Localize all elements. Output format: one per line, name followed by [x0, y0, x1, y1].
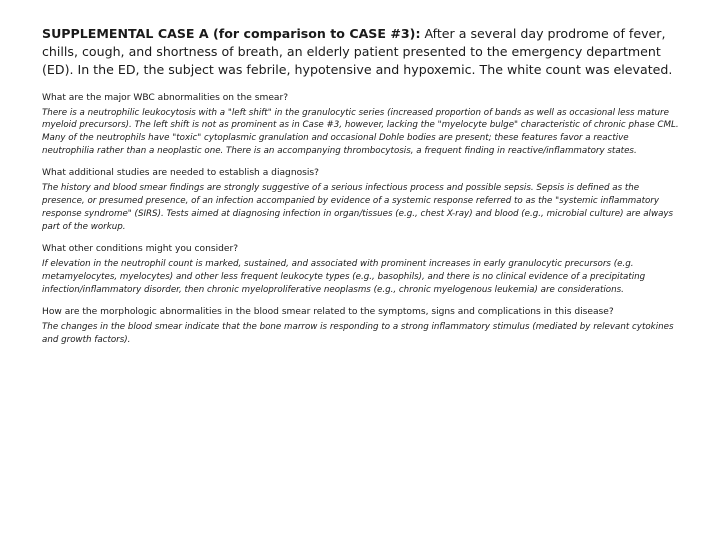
answer-text: If elevation in the neutrophil count is marked, sustained, and associated with prominent increases in early granulocytic precursors (e.g. metamyelocytes, myelocytes) and other less frequent leukocyte types (e.g., basophils), and there is no clinical evidence of a precipitating infection/inflammatory disorder, then chronic myeloproliferative neoplasms (e.g., chronic myelogenous leukemia) are considerations.	[42, 259, 646, 295]
answer-text: The history and blood smear findings are strongly suggestive of a serious infectious process and possible sepsis. Sepsis is defined as the presence, or presumed presence, of an infection accompanied by evidence of a systemic response referred to as the "systemic inflammatory response syndrome" (SIRS). Tests aimed at diagnosing infection in organ/tissues (e.g., chest X-ray) and blood (e.g., microbial culture) are always part of the workup.	[42, 183, 674, 232]
question-text: What other conditions might you consider?	[42, 244, 239, 255]
answer-text: The changes in the blood smear indicate that the bone marrow is responding to a strong inflammatory stimulus (mediated by relevant cytokines and growth factors).	[42, 322, 674, 346]
case-title: SUPPLEMENTAL CASE A (for comparison to CASE #3):	[42, 26, 421, 41]
answer-text: There is a neutrophilic leukocytosis with a "left shift" in the granulocytic series (increased proportion of bands as well as occasional less mature myeloid precursors). The left shift is not as prominent as in Case #3, however, lacking the "myelocyte bulge" characteristic of chronic phase CML. Many of the neutrophils have "toxic" cytoplasmic granulation and occasional Dohle bodies are present; these features favor a reactive neutrophilia rather than a neoplastic one. There is an accompanying thrombocytosis, a frequent finding in reactive/inflammatory states.	[42, 107, 679, 156]
qa-block-additional-studies	[42, 167, 682, 233]
qa-block-morphologic-abnormalities	[42, 306, 682, 346]
case-intro	[42, 25, 682, 80]
case-description: After a several day prodrome of fever, chills, cough, and shortness of breath, an elderly patient presented to the emergency department (ED). In the ED, the subject was febrile, hypotensive and hypoxemic. The white count was elevated.	[42, 26, 673, 78]
document-page	[42, 25, 682, 357]
question-text: What are the major WBC abnormalities on the smear?	[42, 92, 289, 103]
question-text: How are the morphologic abnormalities in the blood smear related to the symptoms, signs and complications in this disease?	[42, 307, 614, 318]
qa-block-other-conditions	[42, 243, 682, 296]
question-text: What additional studies are needed to establish a diagnosis?	[42, 168, 319, 179]
qa-block-wbc-abnormalities	[42, 92, 682, 158]
